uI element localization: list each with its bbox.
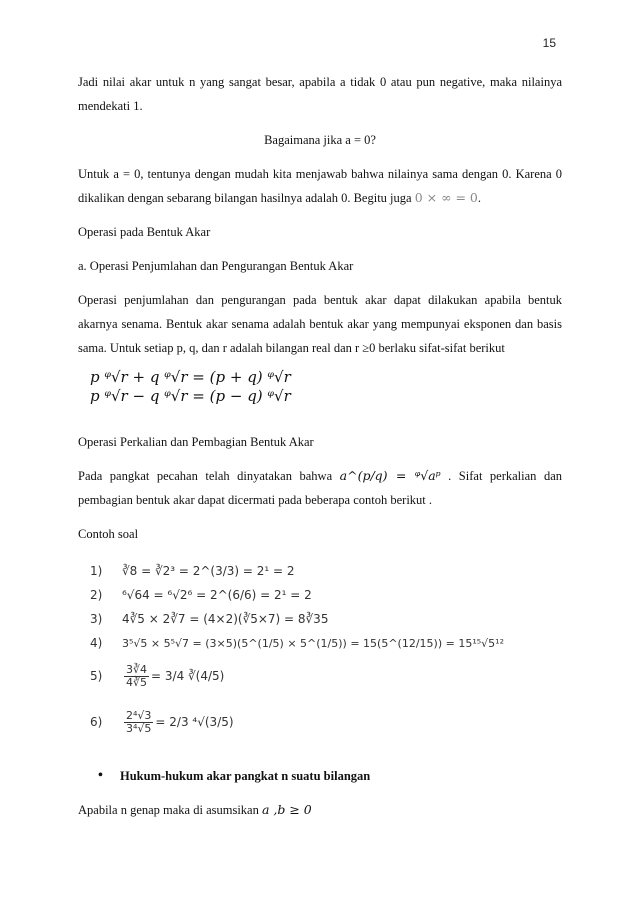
paragraph-2-text: Untuk a = 0, tentunya dengan mudah kita menjawab bahwa nilainya sama dengan 0. Karena 0 dikalikan dengan sebarang bilangan hasilnya adalah 0. Begitu juga (78, 167, 562, 205)
example-equation: 4∛5 × 2∛7 = (4×2)(∛5×7) = 8∛35 (122, 612, 329, 626)
paragraph-4 (78, 464, 562, 512)
example-item (90, 560, 562, 582)
example-number: 1) (90, 564, 103, 578)
example-number: 2) (90, 588, 103, 602)
example-fraction (124, 710, 153, 735)
example-fraction (124, 664, 149, 689)
fraction-denominator: 3⁴√5 (126, 721, 152, 735)
heading-contoh: Contoh soal (78, 527, 139, 541)
example-equation: ⁶√64 = ⁶√2⁶ = 2^(6/6) = 2¹ = 2 (122, 588, 312, 602)
example-number: 3) (90, 612, 103, 626)
heading-penjumlahan: a. Operasi Penjumlahan dan Pengurangan Bentuk Akar (78, 259, 354, 273)
center-question: Bagaimana jika a = 0? (264, 133, 376, 147)
example-list (90, 560, 562, 742)
paragraph-2 (78, 162, 562, 210)
page-number: 15 (542, 36, 556, 50)
fractional-power-expression: a^(p/q) = ᵠ√aᵖ (339, 468, 441, 483)
example-item (90, 608, 562, 630)
example-item (90, 656, 562, 696)
paragraph-2-end: . (477, 191, 481, 205)
example-item (90, 702, 562, 742)
example-number: 5) (90, 669, 103, 683)
fraction-numerator: 3∛4 (126, 662, 148, 676)
example-equation: ∛8 = ∛2³ = 2^(3/3) = 2¹ = 2 (122, 564, 295, 578)
paragraph-4-text: Pada pangkat pecahan telah dinyatakan bahwa (78, 469, 333, 483)
last-line (78, 798, 562, 822)
bullet-heading (98, 764, 562, 788)
heading-operasi: Operasi pada Bentuk Akar (78, 225, 211, 239)
example-equation: = 2/3 ⁴√(3/5) (155, 715, 234, 729)
formula-subtraction: p ᵠ√r − q ᵠ√r = (p − q) ᵠ√r (90, 387, 291, 405)
bullet-text: Hukum-hukum akar pangkat n suatu bilangan (120, 769, 371, 783)
formula-addition: p ᵠ√r + q ᵠ√r = (p + q) ᵠ√r (90, 368, 291, 386)
example-item (90, 584, 562, 606)
fraction-numerator: 2⁴√3 (126, 708, 152, 722)
last-line-math: a ,b ≥ 0 (261, 802, 312, 817)
last-line-text: Apabila n genap maka di asumsikan (78, 803, 259, 817)
fraction-denominator: 4∛5 (126, 675, 148, 689)
example-equation: 3⁵√5 × 5⁵√7 = (3×5)(5^(1/5) × 5^(1/5)) = 15(5^(12/15)) = 15¹⁵√5¹² (122, 636, 504, 650)
bullet-icon: • (98, 768, 103, 783)
example-number: 4) (90, 636, 103, 650)
example-equation: = 3/4 ∛(4/5) (151, 669, 225, 683)
document-body (78, 70, 562, 822)
paragraph-4-end: . Sifat perkalian dan pembagian bentuk akar dapat dicermati pada beberapa contoh berikut . (78, 469, 562, 507)
paragraph-3: Operasi penjumlahan dan pengurangan pada bentuk akar dapat dilakukan apabila bentuk akarnya senama. Bentuk akar senama adalah bentuk akar yang mempunyai eksponen dan basis sama. Untuk setiap p, q, dan r adalah bilangan real dan r ≥0 berlaku sifat-sifat berikut (78, 293, 562, 355)
example-number: 6) (90, 715, 103, 729)
infinity-expression: 0 × ∞ = 0 (414, 190, 478, 205)
example-item (90, 632, 562, 654)
paragraph-1: Jadi nilai akar untuk n yang sangat besar, apabila a tidak 0 atau pun negative, maka nilainya mendekati 1. (78, 75, 562, 113)
heading-perkalian: Operasi Perkalian dan Pembagian Bentuk Akar (78, 435, 314, 449)
formula-block (78, 368, 562, 406)
